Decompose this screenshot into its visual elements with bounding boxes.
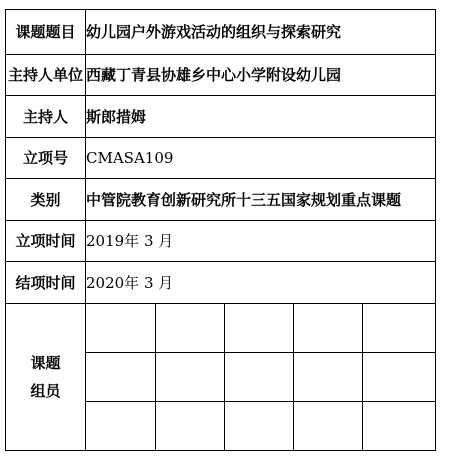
label-host: 主持人 [6,96,86,138]
label-start-date: 立项时间 [6,221,86,262]
label-project-number: 立项号 [6,138,86,179]
member-cell [86,402,156,451]
value-category: 中管院教育创新研究所十三五国家规划重点课题 [86,179,436,221]
project-info-sheet [5,9,435,464]
row-end-date [6,262,436,304]
row-start-date [6,221,436,262]
member-cell [363,353,436,402]
member-cell [156,353,225,402]
member-cell [156,304,225,353]
label-project-title: 课题题目 [6,10,86,55]
label-project-members [6,304,86,451]
member-cell [294,402,363,451]
row-project-number [6,138,436,179]
members-label-line1: 课题 [30,354,61,372]
value-host: 斯郎措姆 [86,96,436,138]
member-cell [294,353,363,402]
member-cell [86,353,156,402]
member-cell [363,402,436,451]
label-end-date: 结项时间 [6,262,86,304]
row-host-unit [6,55,436,96]
row-project-title [6,10,436,55]
project-info-table [5,9,436,451]
row-host [6,96,436,138]
label-category: 类别 [6,179,86,221]
members-label-line2: 组员 [30,382,61,400]
member-cell [86,304,156,353]
value-end-date: 2020年 3 月 [86,262,436,304]
member-cell [294,304,363,353]
member-cell [225,304,294,353]
label-host-unit: 主持人单位 [6,55,86,96]
member-cell [363,304,436,353]
member-cell [225,402,294,451]
member-cell [156,402,225,451]
row-category [6,179,436,221]
member-cell [225,353,294,402]
value-start-date: 2019年 3 月 [86,221,436,262]
value-host-unit: 西藏丁青县协雄乡中心小学附设幼儿园 [86,55,436,96]
value-project-number: CMASA109 [86,138,436,179]
value-project-title: 幼儿园户外游戏活动的组织与探索研究 [86,10,436,55]
members-row-1 [6,304,436,353]
